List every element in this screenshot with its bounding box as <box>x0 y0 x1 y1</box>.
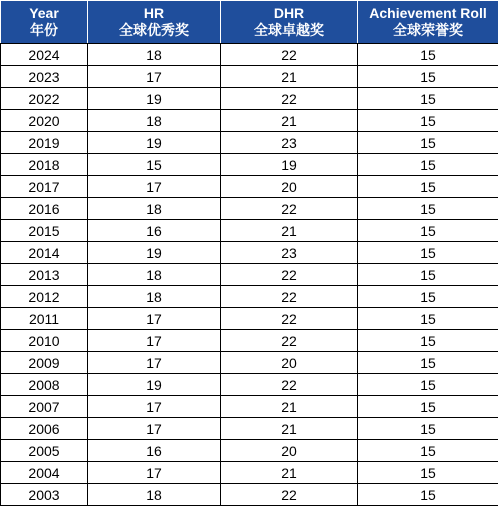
achievement-roll-cell: 15 <box>358 220 498 242</box>
table-row <box>1 132 498 154</box>
year-cell: 2008 <box>1 374 88 396</box>
hr-cell: 19 <box>88 88 221 110</box>
achievement-roll-cell: 15 <box>358 352 498 374</box>
year-cell: 2017 <box>1 176 88 198</box>
table-row <box>1 352 498 374</box>
year-cell: 2023 <box>1 66 88 88</box>
achievement-roll-cell: 15 <box>358 198 498 220</box>
dhr-cell: 22 <box>221 330 358 352</box>
hr-cell: 19 <box>88 374 221 396</box>
dhr-cell: 21 <box>221 110 358 132</box>
year-cell: 2006 <box>1 418 88 440</box>
dhr-cell: 22 <box>221 44 358 66</box>
achievement-roll-cell: 15 <box>358 88 498 110</box>
hr-cell: 18 <box>88 44 221 66</box>
table-row <box>1 264 498 286</box>
year-cell: 2010 <box>1 330 88 352</box>
table-body <box>1 44 498 506</box>
achievement-roll-cell: 15 <box>358 440 498 462</box>
achievement-roll-cell: 15 <box>358 462 498 484</box>
dhr-cell: 21 <box>221 220 358 242</box>
hr-cell: 18 <box>88 484 221 506</box>
achievement-roll-cell: 15 <box>358 242 498 264</box>
year-cell: 2009 <box>1 352 88 374</box>
year-cell: 2016 <box>1 198 88 220</box>
achievement-roll-cell: 15 <box>358 110 498 132</box>
year-cell: 2020 <box>1 110 88 132</box>
table-row <box>1 440 498 462</box>
table-row <box>1 286 498 308</box>
header-dhr-en: DHR <box>221 5 357 22</box>
hr-cell: 19 <box>88 132 221 154</box>
hr-cell: 17 <box>88 308 221 330</box>
table-row <box>1 154 498 176</box>
table-row <box>1 484 498 506</box>
dhr-cell: 22 <box>221 264 358 286</box>
dhr-cell: 20 <box>221 440 358 462</box>
table-row <box>1 330 498 352</box>
header-hr-en: HR <box>88 5 220 22</box>
header-row <box>1 1 498 44</box>
hr-cell: 18 <box>88 110 221 132</box>
year-cell: 2024 <box>1 44 88 66</box>
header-hr <box>88 1 221 44</box>
year-cell: 2015 <box>1 220 88 242</box>
hr-cell: 15 <box>88 154 221 176</box>
dhr-cell: 21 <box>221 66 358 88</box>
dhr-cell: 22 <box>221 88 358 110</box>
dhr-cell: 23 <box>221 242 358 264</box>
dhr-cell: 19 <box>221 154 358 176</box>
table-row <box>1 462 498 484</box>
table-row <box>1 176 498 198</box>
table-row <box>1 396 498 418</box>
dhr-cell: 21 <box>221 418 358 440</box>
achievement-roll-cell: 15 <box>358 286 498 308</box>
achievement-roll-cell: 15 <box>358 154 498 176</box>
dhr-cell: 22 <box>221 308 358 330</box>
year-cell: 2003 <box>1 484 88 506</box>
achievement-roll-cell: 15 <box>358 308 498 330</box>
year-cell: 2022 <box>1 88 88 110</box>
dhr-cell: 20 <box>221 352 358 374</box>
hr-cell: 17 <box>88 330 221 352</box>
year-cell: 2019 <box>1 132 88 154</box>
achievement-roll-cell: 15 <box>358 132 498 154</box>
table-row <box>1 198 498 220</box>
dhr-cell: 23 <box>221 132 358 154</box>
year-cell: 2013 <box>1 264 88 286</box>
hr-cell: 18 <box>88 264 221 286</box>
year-cell: 2004 <box>1 462 88 484</box>
year-cell: 2011 <box>1 308 88 330</box>
header-dhr-zh: 全球卓越奖 <box>221 22 357 39</box>
hr-cell: 17 <box>88 352 221 374</box>
year-cell: 2005 <box>1 440 88 462</box>
year-cell: 2012 <box>1 286 88 308</box>
achievement-roll-cell: 15 <box>358 44 498 66</box>
table-row <box>1 88 498 110</box>
hr-cell: 17 <box>88 396 221 418</box>
achievement-roll-cell: 15 <box>358 264 498 286</box>
header-achievement-roll-en: Achievement Roll <box>358 5 498 22</box>
achievement-roll-cell: 15 <box>358 484 498 506</box>
table-row <box>1 66 498 88</box>
achievement-roll-cell: 15 <box>358 396 498 418</box>
achievement-roll-cell: 15 <box>358 418 498 440</box>
dhr-cell: 21 <box>221 396 358 418</box>
year-cell: 2018 <box>1 154 88 176</box>
hr-cell: 18 <box>88 286 221 308</box>
table-row <box>1 418 498 440</box>
header-year-zh: 年份 <box>1 22 87 39</box>
hr-cell: 17 <box>88 418 221 440</box>
hr-cell: 19 <box>88 242 221 264</box>
table-header <box>1 1 498 44</box>
hr-cell: 17 <box>88 462 221 484</box>
hr-cell: 18 <box>88 198 221 220</box>
achievement-roll-cell: 15 <box>358 374 498 396</box>
table-row <box>1 110 498 132</box>
header-year <box>1 1 88 44</box>
header-dhr <box>221 1 358 44</box>
header-hr-zh: 全球优秀奖 <box>88 22 220 39</box>
achievement-roll-cell: 15 <box>358 176 498 198</box>
achievement-roll-cell: 15 <box>358 66 498 88</box>
hr-cell: 16 <box>88 440 221 462</box>
dhr-cell: 22 <box>221 374 358 396</box>
dhr-cell: 22 <box>221 286 358 308</box>
hr-cell: 16 <box>88 220 221 242</box>
year-cell: 2007 <box>1 396 88 418</box>
hr-cell: 17 <box>88 66 221 88</box>
table-row <box>1 374 498 396</box>
table-row <box>1 44 498 66</box>
hr-cell: 17 <box>88 176 221 198</box>
table-row <box>1 242 498 264</box>
dhr-cell: 20 <box>221 176 358 198</box>
dhr-cell: 22 <box>221 484 358 506</box>
achievement-roll-cell: 15 <box>358 330 498 352</box>
header-achievement-roll <box>358 1 498 44</box>
table-row <box>1 308 498 330</box>
header-year-en: Year <box>1 5 87 22</box>
header-achievement-roll-zh: 全球荣誉奖 <box>358 22 498 39</box>
table-row <box>1 220 498 242</box>
dhr-cell: 21 <box>221 462 358 484</box>
year-cell: 2014 <box>1 242 88 264</box>
dhr-cell: 22 <box>221 198 358 220</box>
